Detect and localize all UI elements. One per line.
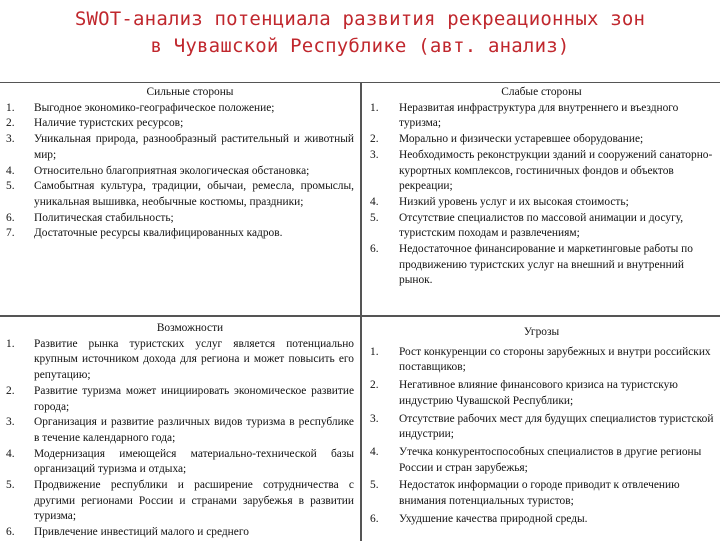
threat-item: 6. Ухудшение качества природной среды. bbox=[370, 512, 588, 525]
threats-quadrant bbox=[363, 317, 720, 541]
vertical-divider bbox=[360, 83, 362, 541]
opportunity-item: 6. Привлечение инвестиций малого и среднего bbox=[6, 526, 249, 539]
slide-title bbox=[0, 6, 720, 60]
weakness-item: 3. Необходимость реконструкции зданий и сооружений санаторно-курортных комплексов, гостиничных фондов и объектов рекреации; bbox=[370, 148, 713, 193]
weakness-item: 1. Неразвитая инфраструктура для внутреннего и въездного туризма; bbox=[370, 101, 679, 130]
strength-item: 2. Наличие туристских ресурсов; bbox=[6, 117, 184, 130]
weakness-item: 2. Морально и физически устаревшее оборудование; bbox=[370, 133, 644, 146]
threat-item: 1. Рост конкуренции со стороны зарубежных и внутри российских поставщиков; bbox=[370, 345, 711, 374]
title-line-2: в Чувашской Республике (авт. анализ) bbox=[150, 35, 570, 57]
threat-item: 3. Отсутствие рабочих мест для будущих специалистов туристской индустрии; bbox=[370, 412, 714, 441]
title-line-1: SWOT-анализ потенциала развития рекреационных зон bbox=[74, 8, 646, 30]
strengths-heading: Сильные стороны bbox=[146, 86, 234, 98]
strength-item: 1. Выгодное экономико-географическое положение; bbox=[6, 101, 275, 114]
opportunity-item: 1. Развитие рынка туристских услуг является потенциально крупным источником дохода для региона и может повысить его репутацию; bbox=[6, 337, 354, 382]
threat-item: 5. Недостаток информации о городе приводит к отвлечению внимания потенциальных туристов; bbox=[370, 479, 680, 508]
weakness-item: 4. Низкий уровень услуг и их высокая стоимость; bbox=[370, 195, 629, 208]
weaknesses-list bbox=[363, 101, 720, 289]
opportunity-item: 3. Организация и развитие различных видов туризма в республике в течение календарного года; bbox=[6, 416, 354, 444]
opportunity-item: 5. Продвижение республики и расширение сотрудничества с другими регионами России и странами зарубежья в развитии туризма; bbox=[6, 479, 354, 523]
strength-item: 4. Относительно благоприятная экологическая обстановка; bbox=[6, 164, 310, 177]
swot-table bbox=[0, 82, 720, 541]
opportunities-list bbox=[0, 337, 360, 541]
weaknesses-heading: Слабые стороны bbox=[501, 86, 582, 98]
opportunities-heading: Возможности bbox=[156, 322, 224, 334]
strengths-list bbox=[0, 101, 360, 242]
strength-item: 7. Достаточные ресурсы квалифицированных кадров. bbox=[6, 227, 283, 240]
strengths-quadrant bbox=[0, 83, 360, 315]
strength-item: 3. Уникальная природа, разнообразный растительный и животный мир; bbox=[6, 133, 354, 161]
weakness-item: 6. Недостаточное финансирование и маркетинговые работы по продвижению туристских услуг на внешний и внутренний рынок. bbox=[370, 243, 693, 287]
weaknesses-quadrant bbox=[363, 83, 720, 315]
threat-item: 4. Утечка конкурентоспособных специалистов в другие регионы России и стран зарубежья; bbox=[370, 445, 702, 474]
opportunities-quadrant bbox=[0, 317, 360, 541]
threat-item: 2. Негативное влияние финансового кризиса на туристскую индустрию Чувашской Республики; bbox=[370, 379, 678, 407]
threats-list bbox=[363, 345, 720, 528]
opportunity-item: 4. Модернизация имеющейся материально-технической базы организаций туризма и отдыха; bbox=[6, 447, 354, 476]
opportunity-item: 2. Развитие туризма может инициировать экономическое развитие города; bbox=[6, 384, 354, 413]
strength-item: 5. Самобытная культура, традиции, обычаи, ремесла, промыслы, уникальная вышивка, необычные костюмы, праздники; bbox=[6, 180, 354, 208]
strength-item: 6. Политическая стабильность; bbox=[6, 211, 174, 224]
threats-heading: Угрозы bbox=[523, 326, 560, 338]
weakness-item: 5. Отсутствие специалистов по массовой анимации и досугу, туристским походам и развлечениям; bbox=[370, 211, 684, 240]
